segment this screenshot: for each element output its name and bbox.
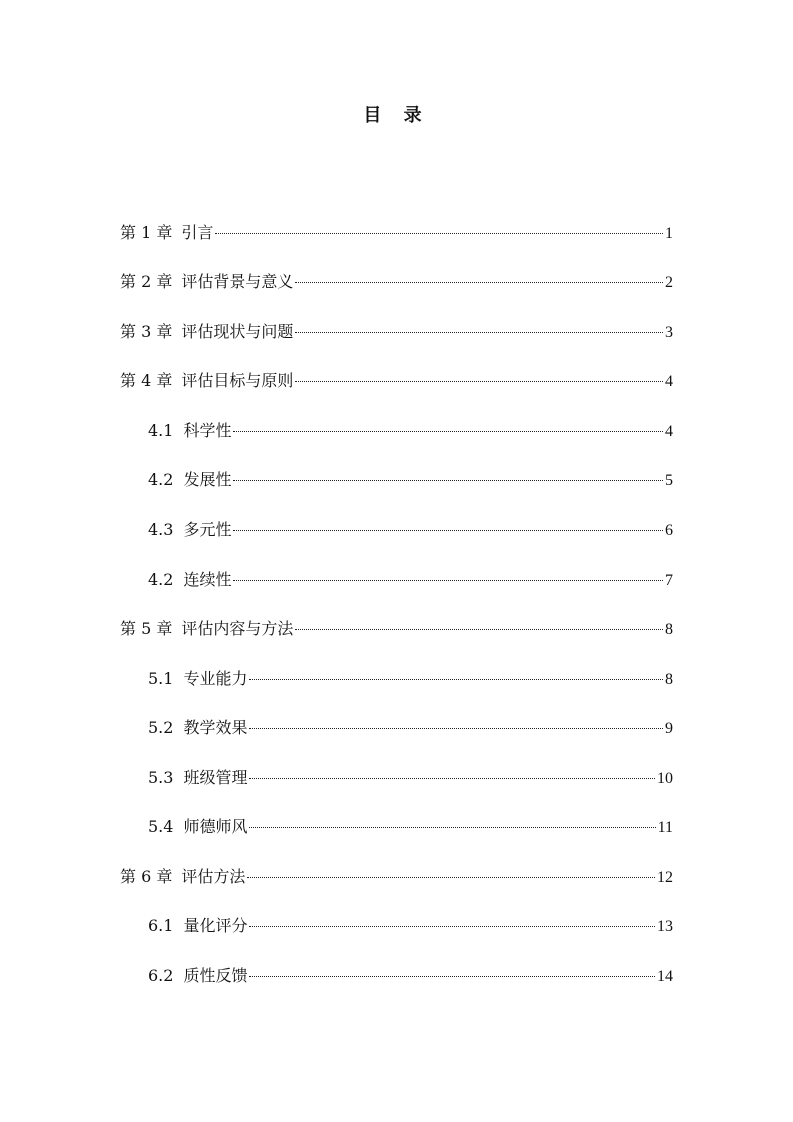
toc-entry-label: 发展性: [183, 470, 232, 489]
toc-entry-page-number: 9: [665, 720, 673, 737]
toc-entry-number: 4.3: [148, 520, 174, 539]
toc-entry-number: 6.1: [148, 916, 174, 935]
toc-entry-number: 4.2: [148, 470, 174, 489]
toc-entry-page-number: 1: [665, 225, 673, 242]
toc-entry-number: 6.2: [148, 966, 174, 985]
toc-entry-label: 科学性: [183, 421, 232, 440]
dot-leader: [233, 430, 663, 432]
toc-entry-label: 教学效果: [183, 718, 248, 737]
toc-entry-section-5-2[interactable]: [148, 716, 673, 740]
toc-entry-label: 专业能力: [183, 669, 248, 688]
dot-leader: [295, 331, 663, 333]
toc-entry-label: 评估背景与意义: [181, 272, 294, 291]
toc-entry-number: 5.4: [148, 817, 174, 836]
toc-entry-page-number: 13: [657, 918, 673, 935]
toc-entry-section-4-3[interactable]: [148, 518, 673, 542]
toc-entry-page-number: 14: [657, 968, 673, 985]
toc-entry-label: 班级管理: [183, 768, 248, 787]
toc-entry-number: 4.1: [148, 421, 174, 440]
toc-entry-number: 5.2: [148, 718, 174, 737]
toc-entry-page-number: 8: [665, 671, 673, 688]
toc-entry-number: 第 5 章: [120, 619, 173, 638]
toc-entry-number: 第 4 章: [120, 371, 173, 390]
toc-title: 目 录: [363, 105, 430, 126]
toc-entry-page-number: 5: [665, 472, 673, 489]
toc-entry-label: 引言: [181, 223, 214, 242]
toc-entry-page-number: 12: [657, 869, 673, 886]
toc-entry-label: 连续性: [183, 570, 232, 589]
toc-entry-section-6-1[interactable]: [148, 914, 673, 938]
dot-leader: [249, 777, 655, 779]
toc-entry-number: 5.1: [148, 669, 174, 688]
toc-entry-section-6-2[interactable]: [148, 964, 673, 988]
toc-entry-label: 多元性: [183, 520, 232, 539]
dot-leader: [249, 925, 655, 927]
toc-entry-number: 4.2: [148, 570, 174, 589]
toc-entry-chapter-2[interactable]: [120, 270, 673, 294]
toc-entry-section-5-3[interactable]: [148, 766, 673, 790]
toc-entry-label: 评估内容与方法: [181, 619, 294, 638]
toc-entry-page-number: 4: [665, 373, 673, 390]
toc-entry-page-number: 6: [665, 522, 673, 539]
toc-entry-section-4-2[interactable]: [148, 468, 673, 492]
toc-entry-chapter-1[interactable]: [120, 221, 673, 245]
toc-entry-chapter-3[interactable]: [120, 320, 673, 344]
dot-leader: [249, 975, 655, 977]
toc-entry-label: 量化评分: [183, 916, 248, 935]
toc-entry-page-number: 3: [665, 324, 673, 341]
dot-leader: [215, 232, 663, 234]
toc-entry-chapter-4[interactable]: [120, 369, 673, 393]
toc-entry-label: 师德师风: [183, 817, 248, 836]
dot-leader: [295, 628, 663, 630]
toc-entry-number: 5.3: [148, 768, 174, 787]
toc-entry-page-number: 8: [665, 621, 673, 638]
toc-entry-page-number: 10: [657, 770, 673, 787]
toc-entry-label: 评估目标与原则: [181, 371, 294, 390]
dot-leader: [249, 826, 655, 828]
dot-leader: [233, 529, 663, 531]
toc-entry-label: 评估方法: [181, 867, 246, 886]
dot-leader: [233, 479, 663, 481]
dot-leader: [247, 876, 655, 878]
toc-entry-label: 评估现状与问题: [181, 322, 294, 341]
toc-entry-section-4-2-continuity[interactable]: [148, 568, 673, 592]
dot-leader: [249, 678, 663, 680]
toc-entry-number: 第 3 章: [120, 322, 173, 341]
toc-entry-chapter-5[interactable]: [120, 617, 673, 641]
toc-entry-number: 第 2 章: [120, 272, 173, 291]
dot-leader: [295, 380, 663, 382]
dot-leader: [233, 579, 663, 581]
toc-entry-page-number: 2: [665, 274, 673, 291]
toc-entry-label: 质性反馈: [183, 966, 248, 985]
toc-entry-page-number: 4: [665, 423, 673, 440]
toc-entry-chapter-6[interactable]: [120, 865, 673, 889]
toc-entry-section-4-1[interactable]: [148, 419, 673, 443]
dot-leader: [249, 727, 663, 729]
toc-entry-section-5-4[interactable]: [148, 815, 673, 839]
toc-entry-page-number: 11: [657, 819, 673, 836]
dot-leader: [295, 281, 663, 283]
toc-entry-section-5-1[interactable]: [148, 667, 673, 691]
toc-entry-number: 第 1 章: [120, 223, 173, 242]
toc-entry-number: 第 6 章: [120, 867, 173, 886]
toc-entry-page-number: 7: [665, 572, 673, 589]
